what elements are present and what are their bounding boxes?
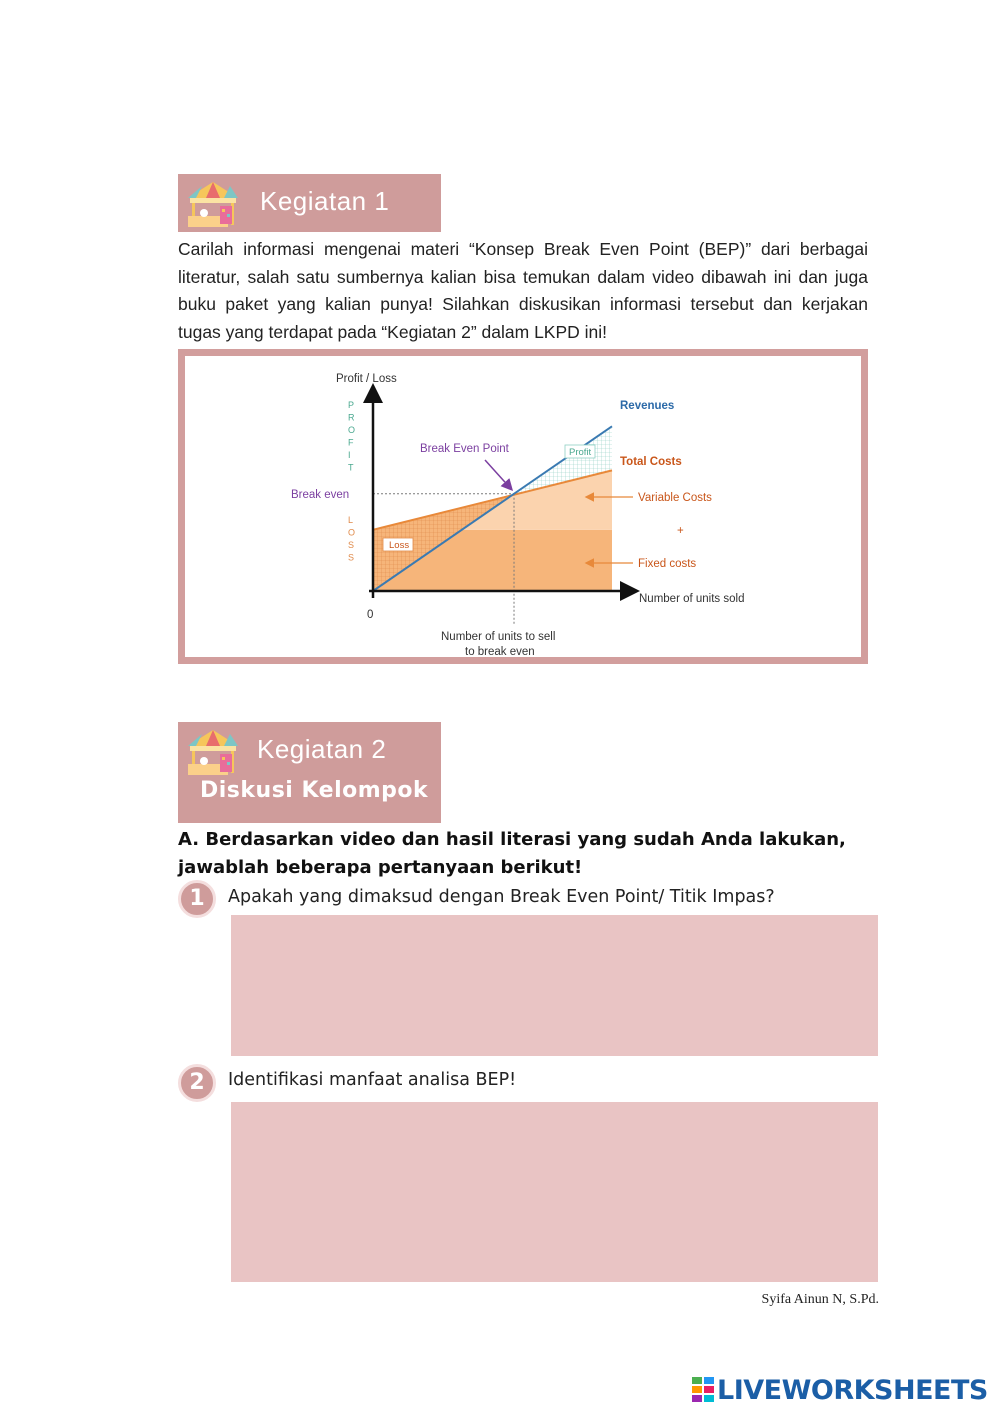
- loss-axis-letter: O: [348, 527, 356, 538]
- author-credit: Syifa Ainun N, S.Pd.: [761, 1292, 879, 1307]
- liveworksheets-logo[interactable]: [692, 1374, 988, 1406]
- question-1-number-badge: 1: [178, 880, 216, 918]
- bep-chart: [185, 356, 861, 657]
- profit-axis-letter: F: [348, 437, 354, 448]
- kegiatan-2-title: Kegiatan 2: [257, 734, 387, 764]
- liveworksheets-wordmark: LIVEWORKSHEETS: [717, 1374, 988, 1406]
- y-axis-label: Profit / Loss: [336, 373, 397, 385]
- break-even-point-annotation: Break Even Point: [420, 443, 509, 455]
- profit-tag: Profit: [569, 447, 592, 458]
- market-stall-icon: [182, 726, 244, 778]
- profit-axis-letter: I: [348, 450, 351, 460]
- bep-chart-frame: [178, 349, 868, 664]
- plus-legend: +: [677, 525, 684, 537]
- loss-axis-letter: S: [348, 552, 355, 563]
- profit-axis-letter: P: [348, 400, 355, 410]
- question-1-text: Apakah yang dimaksud dengan Break Even Point/ Titik Impas?: [228, 887, 775, 907]
- fixed-costs-legend: Fixed costs: [638, 558, 697, 570]
- question-2-number-badge: 2: [178, 1064, 216, 1102]
- question-1-answer-field[interactable]: [231, 915, 878, 1056]
- revenues-legend: Revenues: [620, 400, 675, 412]
- profit-axis-letter: O: [348, 425, 356, 435]
- question-2-answer-field[interactable]: [231, 1102, 878, 1282]
- profit-axis-letter: T: [348, 462, 354, 473]
- total-costs-legend: Total Costs: [620, 456, 682, 468]
- kegiatan-1-paragraph: Carilah informasi mengenai materi “Konsep Break Even Point (BEP)” dari berbagai literatur, salah satu sumbernya kalian bisa temukan dalam video dibawah ini dan juga buku paket yang kalian punya! Silahkan diskusikan informasi tersebut dan kerjakan tugas yang terdapat pada “Kegiatan 2” dalam LKPD ini!: [178, 239, 868, 342]
- variable-costs-legend: Variable Costs: [638, 492, 712, 504]
- kegiatan-1-title: Kegiatan 1: [260, 186, 390, 216]
- kegiatan-2-banner: [178, 722, 441, 823]
- break-even-x-label-1: Number of units to sell: [441, 631, 556, 643]
- break-even-point-arrow: [485, 460, 511, 489]
- liveworksheets-mark-icon: [692, 1377, 714, 1403]
- loss-tag: Loss: [389, 540, 410, 551]
- break-even-x-label-2: to break even: [465, 646, 535, 657]
- break-even-y-label: Break even: [291, 488, 350, 501]
- section-a-instruction: A. Berdasarkan video dan hasil literasi yang sudah Anda lakukan, jawablah beberapa pertanyaan berikut!: [178, 829, 846, 878]
- profit-axis-letter: R: [348, 412, 355, 423]
- origin-label: 0: [367, 609, 374, 621]
- kegiatan-2-subtitle: Diskusi Kelompok: [200, 778, 429, 803]
- loss-axis-letter: L: [348, 515, 354, 525]
- market-stall-icon: [182, 178, 244, 230]
- loss-axis-letter: S: [348, 540, 355, 550]
- x-axis-label: Number of units sold: [639, 593, 745, 605]
- kegiatan-1-banner: [178, 174, 441, 232]
- question-2-text: Identifikasi manfaat analisa BEP!: [228, 1070, 517, 1090]
